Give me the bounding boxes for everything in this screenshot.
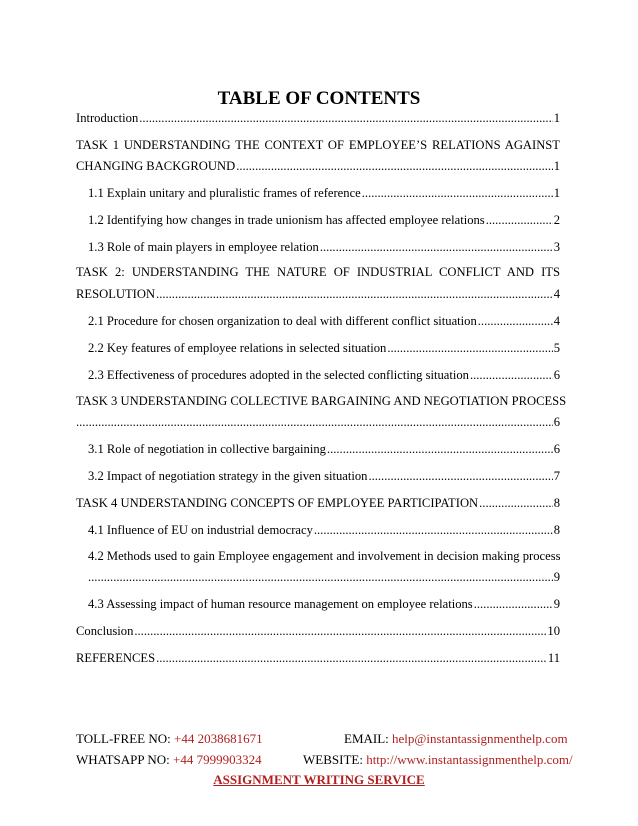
footer-website: WEBSITE: http://www.instantassignmenthelp.com/ <box>303 752 573 767</box>
footer-email: EMAIL: help@instantassignmenthelp.com <box>344 731 568 746</box>
toc-entry-task2-line1[interactable]: TASK 2: UNDERSTANDING THE NATURE OF INDUSTRIAL CONFLICT AND ITS <box>76 265 560 279</box>
toc-entry-2-3[interactable]: 2.3 Effectiveness of procedures adopted in the selected conflicting situation ..... 6 <box>88 366 560 384</box>
toc-entry-introduction[interactable]: Introduction ..... 1 <box>76 109 560 127</box>
toc-entry-task1-line1[interactable]: TASK 1 UNDERSTANDING THE CONTEXT OF EMPLOYEE’S RELATIONS AGAINST <box>76 138 560 152</box>
tollfree-number[interactable]: +44 2038681671 <box>173 731 263 746</box>
toc-entry-references[interactable]: REFERENCES ..... 11 <box>76 649 560 667</box>
toc-entry-3-2[interactable]: 3.2 Impact of negotiation strategy in the given situation ..... 7 <box>88 467 560 485</box>
toc-entry-task1[interactable]: CHANGING BACKGROUND ..... 1 <box>76 157 560 175</box>
service-link[interactable]: ASSIGNMENT WRITING SERVICE <box>213 772 425 787</box>
email-link[interactable]: help@instantassignmenthelp.com <box>392 731 568 746</box>
toc-entry-task3-line1[interactable]: TASK 3 UNDERSTANDING COLLECTIVE BARGAINING AND NEGOTIATION PROCESS <box>76 394 567 408</box>
page-title: TABLE OF CONTENTS <box>217 88 421 109</box>
toc-entry-1-3[interactable]: 1.3 Role of main players in employee relation ..... 3 <box>88 238 560 256</box>
footer-whatsapp: WHATSAPP NO: +44 7999903324 <box>76 752 262 767</box>
website-link[interactable]: http://www.instantassignmenthelp.com/ <box>366 752 573 767</box>
toc-entry-1-1[interactable]: 1.1 Explain unitary and pluralistic frames of reference ..... 1 <box>88 184 560 202</box>
toc-entry-task4[interactable]: TASK 4 UNDERSTANDING CONCEPTS OF EMPLOYEE PARTICIPATION ..... 8 <box>76 494 560 512</box>
toc-entry-task3[interactable]: ..... 6 <box>76 413 560 431</box>
toc-entry-4-1[interactable]: 4.1 Influence of EU on industrial democracy ..... 8 <box>88 521 560 539</box>
whatsapp-number[interactable]: +44 7999903324 <box>173 752 262 767</box>
toc-entry-task2[interactable]: RESOLUTION ..... 4 <box>76 285 560 303</box>
toc-entry-conclusion[interactable]: Conclusion ..... 10 <box>76 622 560 640</box>
toc-entry-4-2[interactable]: ..... 9 <box>88 568 560 586</box>
toc-entry-4-3[interactable]: 4.3 Assessing impact of human resource management on employee relations ..... 9 <box>88 595 560 613</box>
toc-entry-3-1[interactable]: 3.1 Role of negotiation in collective bargaining ..... 6 <box>88 440 560 458</box>
toc-entry-4-2-line1[interactable]: 4.2 Methods used to gain Employee engagement and involvement in decision making process <box>88 549 561 563</box>
toc-entry-2-2[interactable]: 2.2 Key features of employee relations in selected situation ..... 5 <box>88 339 560 357</box>
footer-tollfree: TOLL-FREE NO: +44 2038681671 <box>76 731 263 746</box>
toc-entry-2-1[interactable]: 2.1 Procedure for chosen organization to deal with different conflict situation ..... 4 <box>88 312 560 330</box>
toc-entry-1-2[interactable]: 1.2 Identifying how changes in trade unionism has affected employee relations ..... 2 <box>88 211 560 229</box>
